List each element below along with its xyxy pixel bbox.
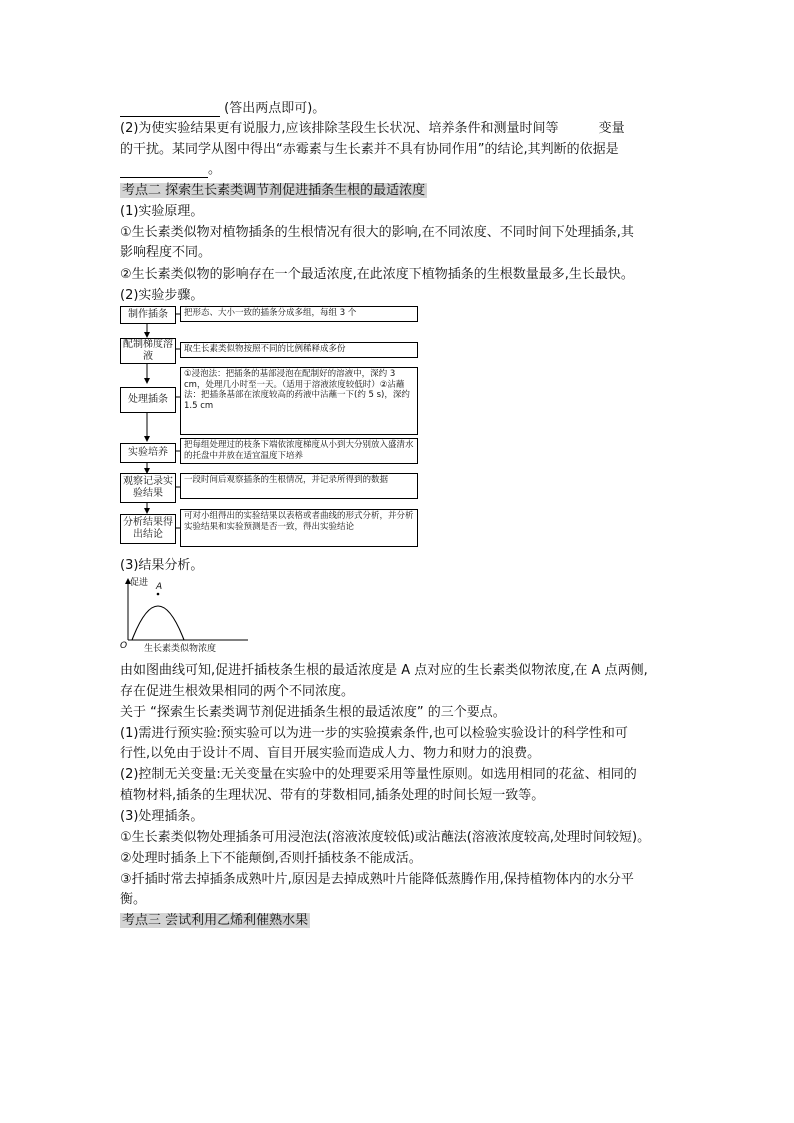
- result-title: (3)结果分析。: [120, 558, 204, 573]
- flow-step-desc-4: 把每组处理过的枝条下端依浓度梯度从小到大分别放入盛清水的托盘中并放在适宜温度下培养: [180, 438, 418, 464]
- point-a-marker: [157, 593, 160, 596]
- flow-step-label-4: 实验培养: [120, 443, 176, 463]
- question-2-line-1: (2)为使实验结果更有说服力,应该排除茎段生长状况、培养条件和测量时间等 变量: [120, 121, 625, 136]
- note-3-item-1: ①生长素类似物处理插条可用浸泡法(溶液浓度较低)或沾蘸法(溶液浓度较高,处理时间较短)。: [120, 830, 651, 845]
- question-2-line-3: 。: [120, 161, 221, 178]
- principle-line-2: 影响程度不同。: [120, 245, 212, 260]
- answer-line-1: (答出两点即可)。: [120, 100, 325, 117]
- x-axis-label: 生长素类似物浓度: [144, 644, 217, 654]
- notes-intro: 关于 “探索生长素类调节剂促进插条生根的最适浓度” 的三个要点。: [120, 705, 506, 720]
- flow-step-label-5: 观察记录实验结果: [120, 473, 176, 503]
- result-line-1: 由如图曲线可知,促进扦插枝条生根的最适浓度是 A 点对应的生长素类似物浓度,在 A 点两侧,: [120, 663, 648, 678]
- note-1-line-2: 行性,以免由于设计不周、盲目开展实验而造成人力、物力和财力的浪费。: [120, 746, 541, 761]
- flow-step-desc-5: 一段时间后观察插条的生根情况，并记录所得到的数据: [180, 473, 418, 499]
- point-a-label: A: [156, 582, 163, 592]
- result-line-2: 存在促进生根效果相同的两个不同浓度。: [120, 684, 355, 699]
- flow-step-desc-6: 可对小组得出的实验结果以表格或者曲线的形式分析，并分析实验结果和实验预测是否一致，得出实验结论: [180, 509, 418, 547]
- section-heading-2: 考点二 探索生长素类调节剂促进插条生根的最适浓度: [122, 183, 426, 198]
- flow-step-desc-3: ①浸泡法：把插条的基部浸泡在配制好的溶液中，深约 3 cm，处理几小时至一天。（适用于溶液浓度较低时）②沾蘸法：把插条基部在浓度较高的药液中沾蘸一下(约 5 s)，深约 1.5 cm: [180, 367, 418, 435]
- steps-title: (2)实验步骤。: [120, 288, 204, 303]
- principle-line-3: ②生长素类似物的影响存在一个最适浓度,在此浓度下植物插条的生根数量最多,生长最快。: [120, 267, 634, 282]
- note-3-item-3-line-2: 衡。: [120, 892, 147, 907]
- concentration-curve-graph: [118, 578, 258, 658]
- note-2-line-2: 植物材料,插条的生理状况、带有的芽数相同,插条处理的时间长短一致等。: [120, 788, 545, 803]
- principle-title: (1)实验原理。: [120, 204, 204, 219]
- note-3-item-3-line-1: ③扦插时常去掉插条成熟叶片,原因是去掉成熟叶片能降低蒸腾作用,保持植物体内的水分平: [120, 872, 634, 887]
- note-1-line-1: (1)需进行预实验:预实验可以为进一步的实验摸索条件,也可以检验实验设计的科学性和可: [120, 726, 628, 741]
- answer-blank: [120, 103, 220, 117]
- growth-curve: [132, 606, 184, 640]
- experiment-flowchart: [120, 305, 422, 551]
- principle-line-1: ①生长素类似物对植物插条的生根情况有很大的影响,在不同浓度、不同时间下处理插条,其: [120, 225, 634, 240]
- note-3-item-2: ②处理时插条上下不能颠倒,否则扦插枝条不能成活。: [120, 851, 422, 866]
- question-2-line-2: 的干扰。某同学从图中得出“赤霉素与生长素并不具有协同作用”的结论,其判断的依据是: [120, 142, 619, 157]
- y-axis-label: 促进: [130, 578, 149, 588]
- flow-step-label-3: 处理插条: [120, 387, 176, 413]
- flow-step-desc-2: 取生长素类似物按照不同的比例稀释成多份: [180, 342, 418, 358]
- flow-step-label-6: 分析结果得出结论: [120, 514, 176, 544]
- origin-label: O: [120, 641, 128, 651]
- answer-blank: [120, 164, 208, 178]
- flow-step-desc-1: 把形态、大小一致的插条分成多组，每组 3 个: [180, 306, 418, 322]
- section-heading-3: 考点三 尝试利用乙烯利催熟水果: [122, 913, 309, 928]
- note-2-line-1: (2)控制无关变量:无关变量在实验中的处理要采用等量性原则。如选用相同的花盆、相同的: [120, 767, 637, 782]
- flow-step-label-1: 制作插条: [120, 306, 176, 324]
- note-3-title: (3)处理插条。: [120, 809, 204, 824]
- flow-step-label-2: 配制梯度溶液: [120, 338, 176, 364]
